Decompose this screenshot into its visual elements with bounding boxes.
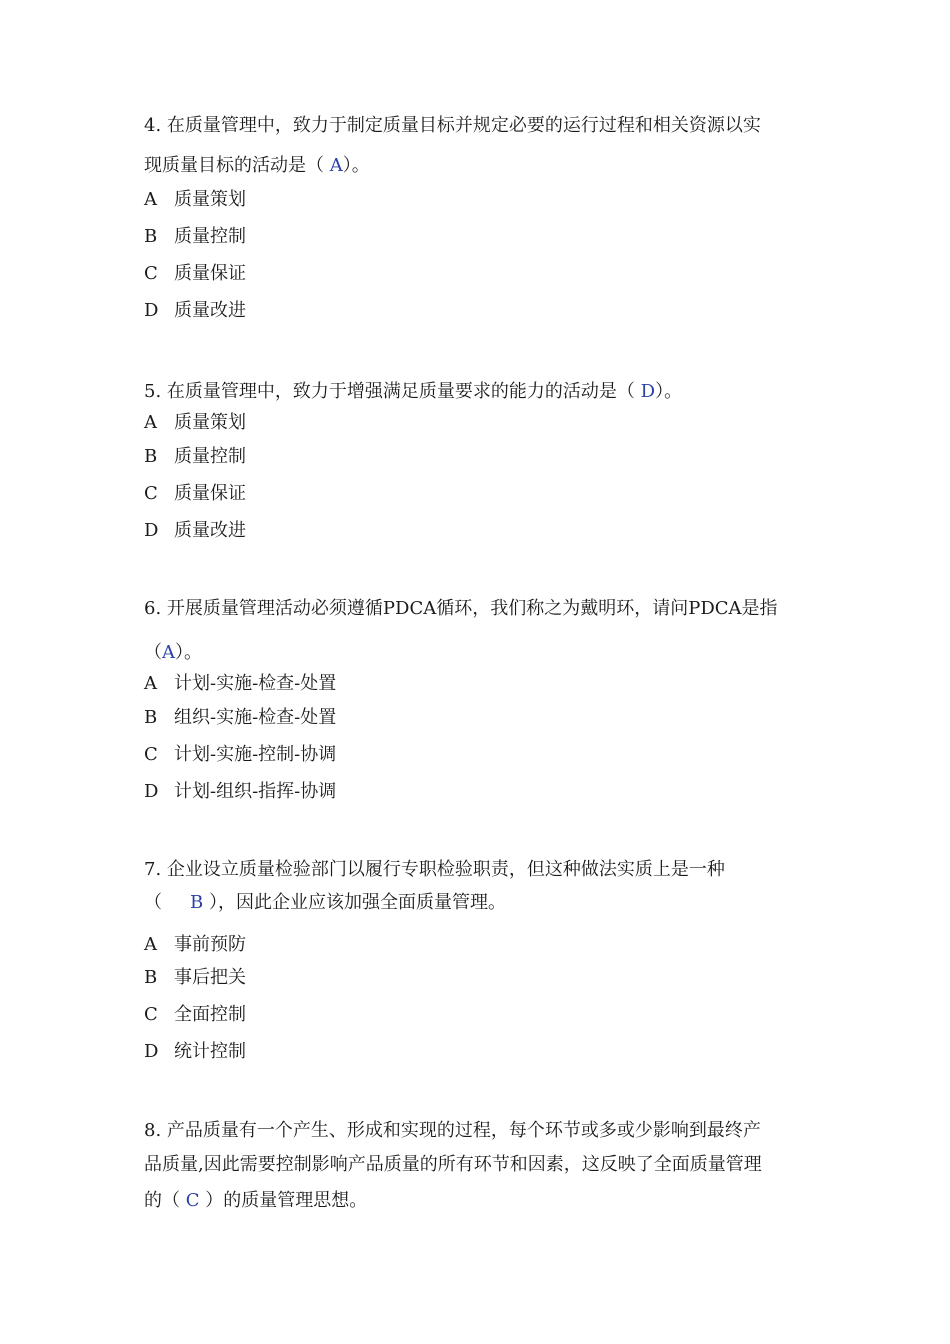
question-8-stem-line1 <box>144 1119 761 1143</box>
question-7-stem-text: 企业设立质量检验部门以履行专职检验职责，但这种做法实质上是一种 <box>166 859 725 880</box>
option-text: 质量改进 <box>174 520 246 541</box>
question-4-stem-line1 <box>144 114 761 138</box>
option-text: 计划-实施-控制-协调 <box>174 744 337 765</box>
option-text: 计划-组织-指挥-协调 <box>174 781 337 802</box>
question-5-number: 5. <box>144 381 162 402</box>
question-6-stem-post: ）。 <box>175 642 202 663</box>
question-4-option-a <box>144 188 246 212</box>
question-5-option-c <box>144 482 246 506</box>
question-8-stem-line3 <box>144 1189 367 1213</box>
question-4-stem-pre: 现质量目标的活动是（ <box>144 155 324 176</box>
option-text: 质量控制 <box>174 446 246 467</box>
question-8-stem-pre: 的（ <box>144 1190 180 1211</box>
option-letter: C <box>144 483 158 504</box>
option-letter: D <box>144 300 159 321</box>
option-letter: A <box>144 189 157 210</box>
question-4-answer: A <box>329 155 343 176</box>
question-4-number: 4. <box>144 115 162 136</box>
question-4-stem-text: 在质量管理中，致力于制定质量目标并规定必要的运行过程和相关资源以实 <box>166 115 761 136</box>
question-6-number: 6. <box>144 598 162 619</box>
question-7-option-a <box>144 933 246 957</box>
question-6-answer: A <box>162 642 175 663</box>
question-4-stem-post: ）。 <box>342 155 370 176</box>
option-text: 统计控制 <box>174 1041 246 1062</box>
option-letter: A <box>144 412 157 433</box>
question-5-option-a <box>144 411 246 435</box>
option-letter: C <box>144 1004 158 1025</box>
question-7-answer: B <box>190 892 204 913</box>
question-8-stem-post: ）的质量管理思想。 <box>205 1190 368 1211</box>
option-letter: D <box>144 520 159 541</box>
option-letter: A <box>144 673 157 694</box>
option-text: 质量改进 <box>174 300 246 321</box>
question-7-option-b <box>144 966 246 990</box>
question-7-stem-pre: （ <box>144 892 162 913</box>
question-4-option-b <box>144 225 246 249</box>
option-text: 质量保证 <box>174 263 246 284</box>
option-text: 质量控制 <box>174 226 246 247</box>
question-5-option-b <box>144 445 246 469</box>
question-6-stem-text: 开展质量管理活动必须遵循PDCA循环，我们称之为戴明环，请问PDCA是指 <box>166 598 778 619</box>
question-8-stem-text: 产品质量有一个产生、形成和实现的过程，每个环节或多或少影响到最终产 <box>166 1120 761 1141</box>
question-7-stem-line2 <box>144 891 506 915</box>
option-text: 质量策划 <box>174 412 246 433</box>
question-6-stem-line1 <box>144 597 778 621</box>
question-8-number: 8. <box>144 1120 162 1141</box>
option-letter: D <box>144 1041 159 1062</box>
question-6-option-b <box>144 706 336 730</box>
question-5-stem-post: ）。 <box>655 381 683 402</box>
question-6-stem-pre: （ <box>144 642 162 663</box>
question-4-option-c <box>144 262 246 286</box>
question-7-stem-post: ），因此企业应该加强全面质量管理。 <box>208 892 506 913</box>
option-letter: C <box>144 263 158 284</box>
question-6-option-a <box>144 672 336 696</box>
option-text: 事后把关 <box>174 967 246 988</box>
question-8-stem-text-2: 品质量,因此需要控制影响产品质量的所有环节和因素，这反映了全面质量管理 <box>144 1154 762 1175</box>
question-5-stem <box>144 380 682 404</box>
question-8-answer: C <box>185 1190 200 1211</box>
option-letter: A <box>144 934 157 955</box>
option-text: 事前预防 <box>174 934 246 955</box>
question-5-answer: D <box>640 381 656 402</box>
question-6-option-c <box>144 743 336 767</box>
option-text: 组织-实施-检查-处置 <box>174 707 337 728</box>
option-letter: B <box>144 226 158 247</box>
question-7-option-d <box>144 1040 246 1064</box>
option-letter: D <box>144 781 159 802</box>
question-6-option-d <box>144 780 336 804</box>
option-letter: C <box>144 744 158 765</box>
option-letter: B <box>144 707 158 728</box>
question-6-stem-line2 <box>144 641 202 665</box>
question-4-option-d <box>144 299 246 323</box>
option-text: 计划-实施-检查-处置 <box>174 673 337 694</box>
option-letter: B <box>144 446 158 467</box>
question-4-stem-line2 <box>144 154 370 178</box>
option-text: 质量保证 <box>174 483 246 504</box>
question-5-option-d <box>144 519 246 543</box>
question-5-stem-pre: 在质量管理中，致力于增强满足质量要求的能力的活动是（ <box>166 381 635 402</box>
question-7-stem-line1 <box>144 858 725 882</box>
question-8-stem-line2 <box>144 1153 762 1177</box>
option-text: 质量策划 <box>174 189 246 210</box>
question-7-number: 7. <box>144 859 162 880</box>
option-text: 全面控制 <box>174 1004 246 1025</box>
question-7-option-c <box>144 1003 246 1027</box>
option-letter: B <box>144 967 158 988</box>
